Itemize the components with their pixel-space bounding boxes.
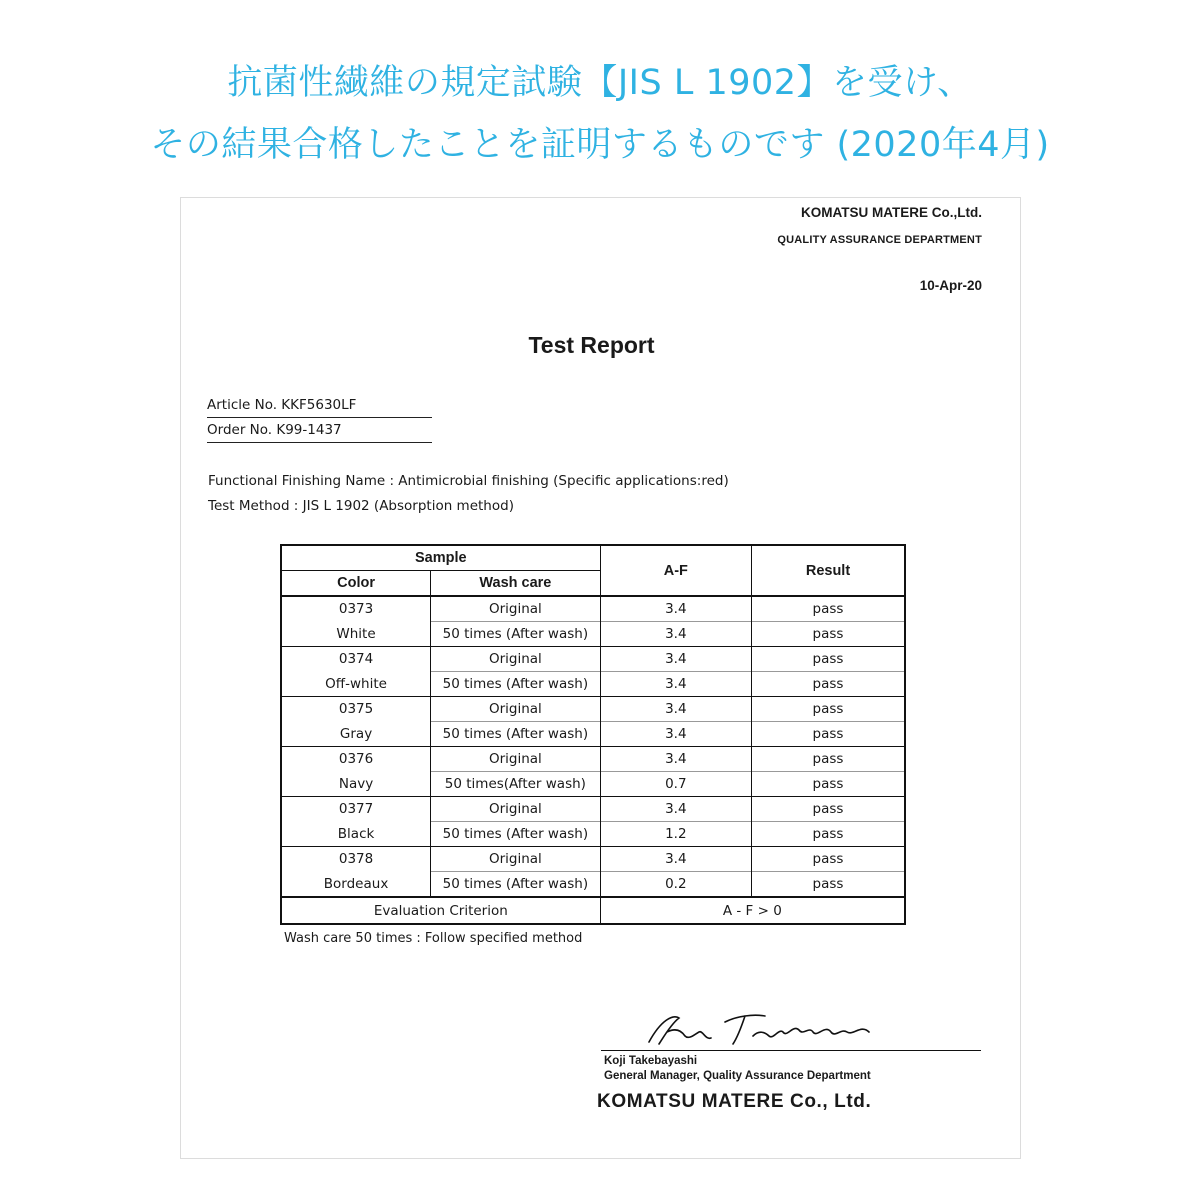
color-code: 0374 (281, 647, 431, 672)
signatory-name: Koji Takebayashi (604, 1055, 698, 1067)
department-name: QUALITY ASSURANCE DEPARTMENT (777, 234, 982, 246)
result: pass (752, 847, 905, 872)
wash-care: 50 times(After wash) (431, 772, 601, 797)
wash-care: Original (431, 747, 601, 772)
wash-care: 50 times (After wash) (431, 672, 601, 697)
company-stamp: KOMATSU MATERE Co., Ltd. (597, 1091, 872, 1112)
af-value: 3.4 (600, 596, 751, 622)
sample-row (281, 772, 905, 797)
sample-row (281, 647, 905, 672)
header-color: Color (281, 571, 431, 597)
wash-care: 50 times (After wash) (431, 722, 601, 747)
sample-row (281, 847, 905, 872)
header-sample: Sample (281, 545, 600, 571)
company-name: KOMATSU MATERE Co.,Ltd. (801, 205, 982, 220)
wash-care: Original (431, 697, 601, 722)
color-name: White (281, 622, 431, 647)
wash-care: Original (431, 797, 601, 822)
af-value: 3.4 (600, 697, 751, 722)
result: pass (752, 747, 905, 772)
sample-row (281, 672, 905, 697)
order-number: Order No. K99-1437 (207, 418, 432, 443)
header-af: A-F (600, 545, 751, 596)
af-value: 3.4 (600, 747, 751, 772)
sample-row (281, 872, 905, 898)
test-report-document (180, 197, 1021, 1159)
color-code: 0373 (281, 596, 431, 622)
result: pass (752, 596, 905, 622)
criterion-label: Evaluation Criterion (281, 897, 600, 924)
af-value: 3.4 (600, 722, 751, 747)
color-code: 0377 (281, 797, 431, 822)
color-name: Gray (281, 722, 431, 747)
wash-care: 50 times (After wash) (431, 622, 601, 647)
af-value: 3.4 (600, 672, 751, 697)
color-name: Off-white (281, 672, 431, 697)
header-wash-care: Wash care (431, 571, 601, 597)
wash-care: Original (431, 647, 601, 672)
signatory-position: General Manager, Quality Assurance Department (604, 1070, 871, 1082)
signature-line (601, 1050, 981, 1051)
sample-row (281, 747, 905, 772)
sample-row (281, 797, 905, 822)
sample-row (281, 697, 905, 722)
header-result: Result (752, 545, 905, 596)
af-value: 1.2 (600, 822, 751, 847)
af-value: 3.4 (600, 797, 751, 822)
handwritten-signature (641, 1010, 901, 1050)
result: pass (752, 697, 905, 722)
af-value: 3.4 (600, 647, 751, 672)
result: pass (752, 622, 905, 647)
sample-row (281, 596, 905, 622)
headline-line-1: 抗菌性繊維の規定試験【JIS L 1902】を受け、 (227, 63, 973, 103)
report-date: 10-Apr-20 (919, 278, 982, 293)
headline-line-2: その結果合格したことを証明するものです (2020年4月) (150, 125, 1050, 165)
af-value: 3.4 (600, 622, 751, 647)
color-name: Bordeaux (281, 872, 431, 898)
sample-row (281, 622, 905, 647)
color-code: 0375 (281, 697, 431, 722)
result: pass (752, 797, 905, 822)
color-code: 0376 (281, 747, 431, 772)
criterion-value: A - F > 0 (600, 897, 905, 924)
color-name: Navy (281, 772, 431, 797)
sample-row (281, 722, 905, 747)
headline (0, 52, 1200, 176)
finishing-name: Functional Finishing Name : Antimicrobial finishing (Specific applications:red) (208, 473, 729, 489)
test-method: Test Method : JIS L 1902 (Absorption method) (208, 498, 514, 514)
result: pass (752, 647, 905, 672)
af-value: 0.2 (600, 872, 751, 898)
wash-care: Original (431, 596, 601, 622)
result: pass (752, 672, 905, 697)
sample-row (281, 822, 905, 847)
wash-care: 50 times (After wash) (431, 822, 601, 847)
result: pass (752, 822, 905, 847)
color-code: 0378 (281, 847, 431, 872)
article-number: Article No. KKF5630LF (207, 393, 432, 418)
wash-care-note: Wash care 50 times : Follow specified method (284, 931, 583, 946)
af-value: 0.7 (600, 772, 751, 797)
color-name: Black (281, 822, 431, 847)
report-title: Test Report (528, 332, 655, 358)
wash-care: Original (431, 847, 601, 872)
result: pass (752, 722, 905, 747)
af-value: 3.4 (600, 847, 751, 872)
wash-care: 50 times (After wash) (431, 872, 601, 898)
company-block (777, 204, 982, 248)
signatory (604, 1054, 871, 1084)
results-table (280, 544, 906, 925)
result: pass (752, 772, 905, 797)
result: pass (752, 872, 905, 898)
